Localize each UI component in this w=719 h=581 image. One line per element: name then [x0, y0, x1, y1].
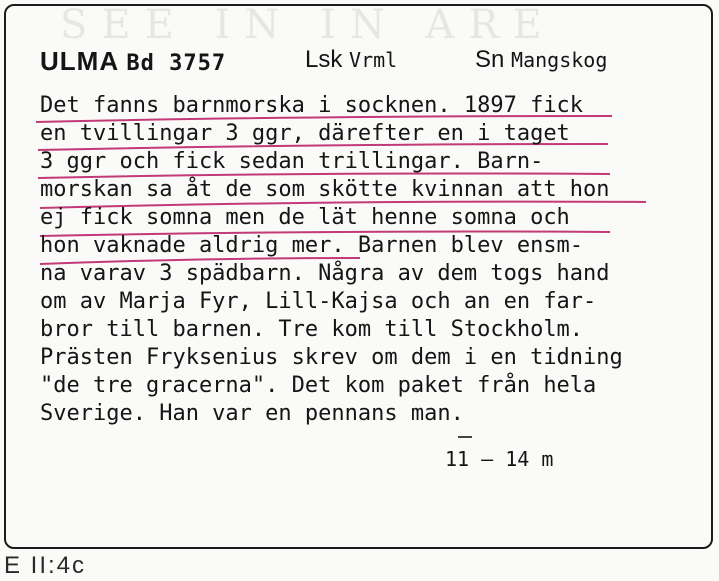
text-line-3: 3 ggr och fick sedan trillingar. Barn-	[40, 149, 544, 174]
text-line-8: om av Marja Fyr, Lill-Kajsa och an en far-	[40, 289, 597, 314]
text-line-10: Prästen Fryksenius skrev om dem i en tidning	[40, 345, 623, 370]
county-label: Lsk	[305, 46, 343, 73]
parish-label: Sn	[475, 46, 505, 73]
text-line-2: en tvillingar 3 ggr, därefter en i taget	[40, 121, 570, 146]
text-line-9: bror till barnen. Tre kom till Stockholm.	[40, 317, 584, 342]
county-value: Vrml	[349, 48, 398, 72]
archive-name: ULMA	[40, 46, 119, 76]
volume-number: Bd 3757	[126, 51, 227, 76]
catalog-mark: E II:4c	[4, 552, 87, 579]
text-line-11: "de tre gracerna". Det kom paket från hela	[40, 373, 597, 398]
text-line-6: hon vaknade aldrig mer. Barnen blev ensm-	[40, 233, 584, 258]
parish-value: Mangskog	[511, 48, 608, 72]
text-line-12: Sverige. Han var en pennans man.	[40, 401, 464, 426]
text-line-1: Det fanns barnmorska i socknen. 1897 fick	[40, 93, 584, 118]
tick-mark	[458, 436, 472, 438]
page-range: 11 – 14 m	[445, 447, 554, 471]
text-line-5: ej fick somna men de lät henne somna och	[40, 205, 570, 230]
text-line-4: morskan sa åt de som skötte kvinnan att hon	[40, 177, 610, 202]
bleed-through-text: SEE IN IN ARE	[60, 2, 556, 42]
text-line-7: na varav 3 spädbarn. Några av dem togs hand	[40, 261, 610, 286]
